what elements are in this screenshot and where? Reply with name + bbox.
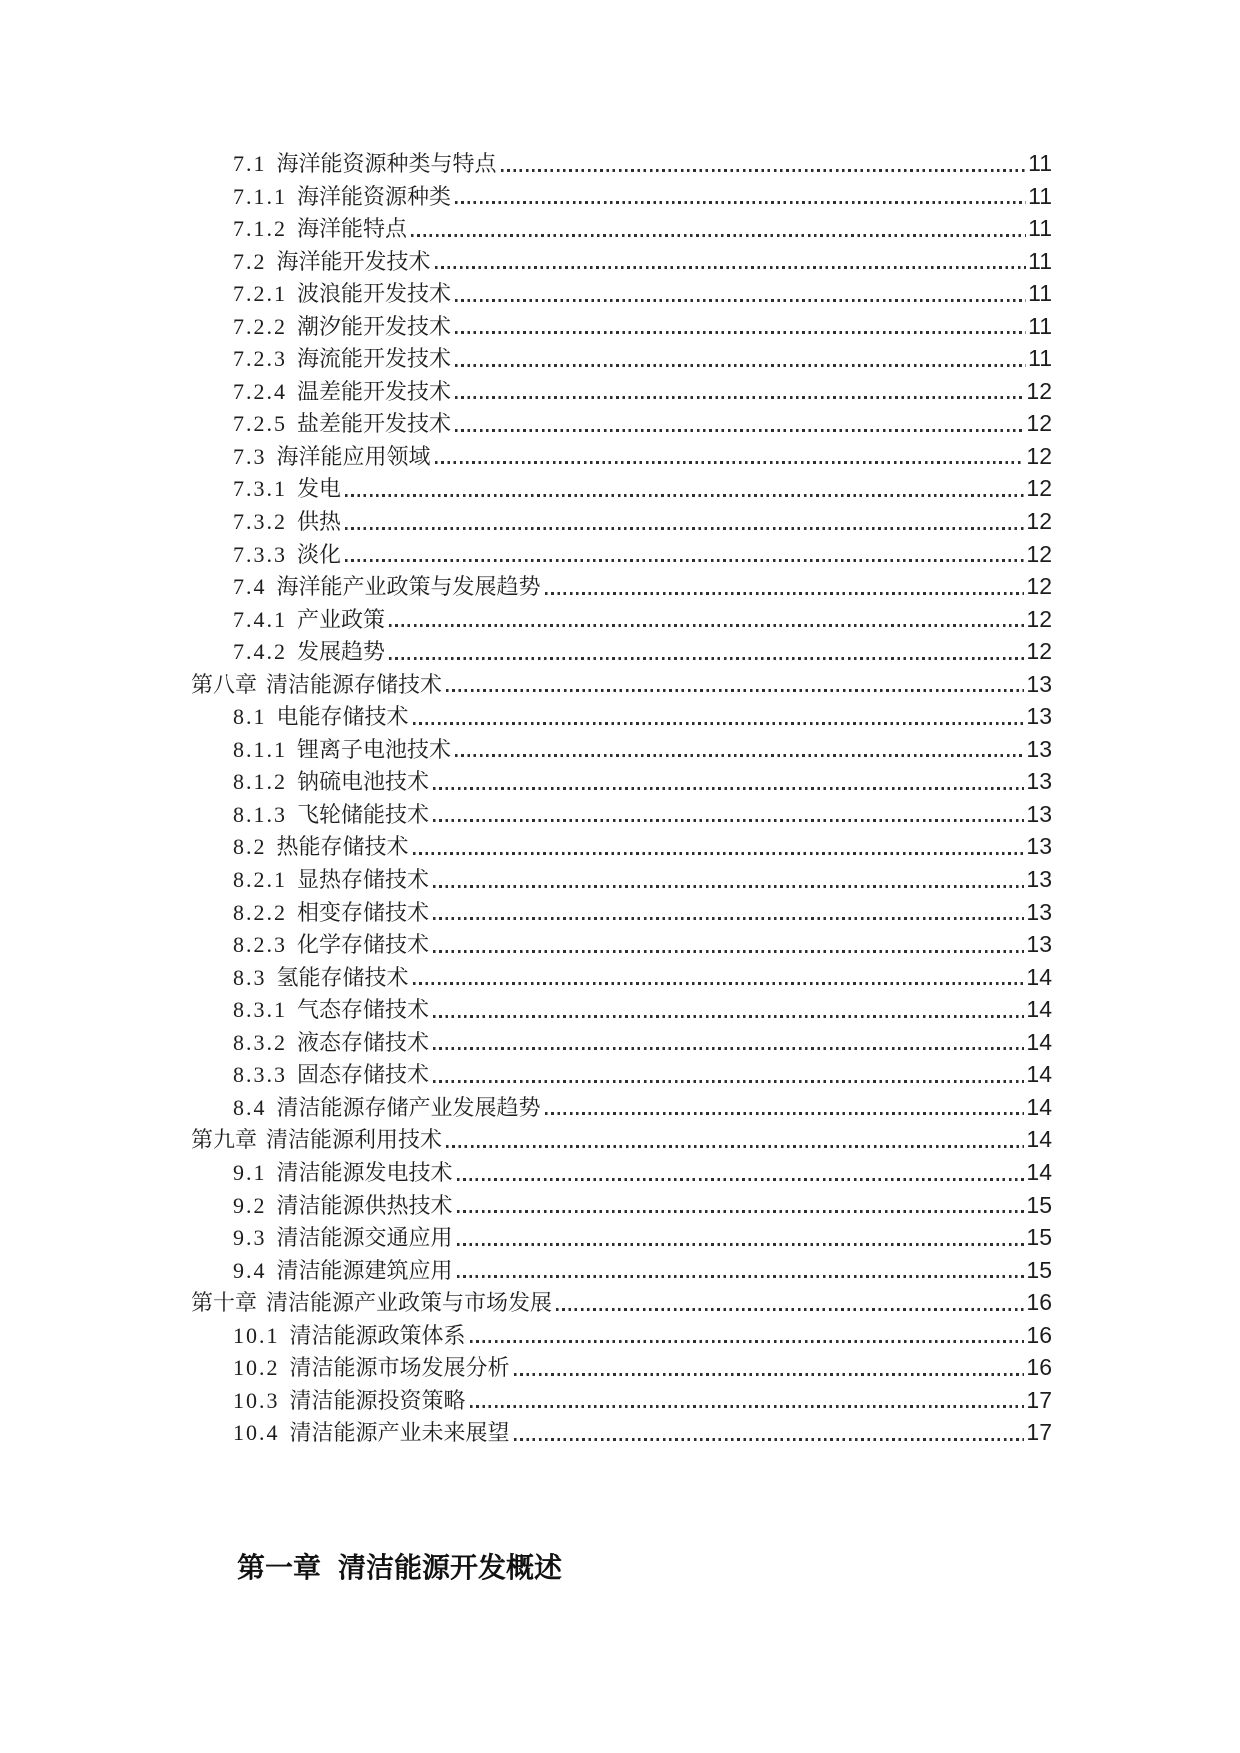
toc-entry-title: 清洁能源利用技术 bbox=[266, 1127, 443, 1153]
toc-entry-title: 飞轮储能技术 bbox=[297, 801, 430, 827]
dot-leader bbox=[455, 429, 1024, 432]
toc-entry-page-number: 16 bbox=[1026, 1321, 1052, 1348]
dot-leader bbox=[514, 1373, 1025, 1376]
toc-entry[interactable] bbox=[191, 1384, 1052, 1417]
toc-entry-page-number: 11 bbox=[1028, 150, 1052, 176]
toc-entry-page-number: 11 bbox=[1028, 247, 1052, 274]
toc-entry-page-number: 14 bbox=[1026, 1093, 1052, 1120]
toc-entry-title: 锂离子电池技术 bbox=[297, 736, 452, 762]
dot-leader bbox=[413, 982, 1025, 985]
toc-entry-page-number: 15 bbox=[1026, 1256, 1052, 1283]
chapter-heading-number: 第一章 bbox=[237, 1552, 322, 1583]
toc-entry-title: 清洁能源交通应用 bbox=[276, 1225, 453, 1251]
toc-entry[interactable] bbox=[191, 277, 1052, 310]
toc-entry[interactable] bbox=[191, 961, 1052, 994]
toc-entry-page-number: 12 bbox=[1026, 377, 1052, 404]
toc-entry-title: 清洁能源存储技术 bbox=[266, 671, 443, 697]
dot-leader bbox=[457, 1275, 1025, 1278]
toc-entry-number: 7.3.3 bbox=[233, 541, 287, 567]
toc-entry-page-number: 13 bbox=[1026, 703, 1052, 730]
toc-entry-number: 8.1 bbox=[233, 704, 267, 730]
toc-entry[interactable] bbox=[191, 1123, 1052, 1156]
toc-entry-page-number: 13 bbox=[1026, 670, 1052, 697]
toc-entry-title: 清洁能源政策体系 bbox=[289, 1322, 466, 1348]
toc-entry-title: 电能存储技术 bbox=[276, 704, 409, 730]
dot-leader bbox=[433, 950, 1024, 953]
toc-entry-page-number: 12 bbox=[1026, 410, 1052, 437]
toc-entry-title: 海洋能产业政策与发展趋势 bbox=[276, 574, 541, 600]
toc-entry-number: 第十章 bbox=[191, 1290, 258, 1316]
toc-entry-title: 波浪能开发技术 bbox=[297, 281, 452, 307]
toc-entry-page-number: 13 bbox=[1026, 735, 1052, 762]
toc-entry-number: 7.1.2 bbox=[233, 216, 287, 242]
toc-entry-title: 相变存储技术 bbox=[297, 899, 430, 925]
toc-entry[interactable] bbox=[191, 1189, 1052, 1222]
toc-entry-number: 10.4 bbox=[233, 1420, 280, 1446]
toc-entry[interactable] bbox=[191, 830, 1052, 863]
toc-entry-page-number: 14 bbox=[1026, 1126, 1052, 1153]
toc-entry[interactable] bbox=[191, 1286, 1052, 1319]
dot-leader bbox=[455, 299, 1026, 302]
toc-entry-number: 7.3.2 bbox=[233, 509, 287, 535]
toc-entry-number: 8.2.3 bbox=[233, 932, 287, 958]
dot-leader bbox=[455, 364, 1026, 367]
toc-entry-page-number: 13 bbox=[1026, 866, 1052, 893]
toc-entry-title: 海洋能特点 bbox=[297, 216, 408, 242]
toc-entry-title: 海洋能资源种类与特点 bbox=[276, 151, 497, 176]
toc-entry-title: 温差能开发技术 bbox=[297, 378, 452, 404]
toc-entry-number: 8.2.2 bbox=[233, 899, 287, 925]
toc-entry-title: 发电 bbox=[297, 476, 342, 502]
dot-leader bbox=[457, 1243, 1025, 1246]
toc-entry[interactable] bbox=[191, 765, 1052, 798]
toc-entry-page-number: 17 bbox=[1026, 1386, 1052, 1413]
dot-leader bbox=[514, 1438, 1025, 1441]
toc-entry-title: 海流能开发技术 bbox=[297, 346, 452, 372]
toc-entry[interactable] bbox=[191, 635, 1052, 668]
dot-leader bbox=[446, 1145, 1024, 1148]
toc-entry[interactable] bbox=[191, 147, 1052, 180]
dot-leader bbox=[446, 689, 1024, 692]
toc-entry-page-number: 16 bbox=[1026, 1354, 1052, 1381]
toc-entry-title: 化学存储技术 bbox=[297, 932, 430, 958]
toc-entry-number: 8.4 bbox=[233, 1094, 267, 1120]
toc-entry-page-number: 16 bbox=[1026, 1289, 1052, 1316]
toc-entry[interactable] bbox=[191, 1026, 1052, 1059]
toc-entry-number: 第八章 bbox=[191, 671, 258, 697]
dot-leader bbox=[433, 1047, 1024, 1050]
dot-leader bbox=[457, 1178, 1025, 1181]
dot-leader bbox=[545, 1112, 1025, 1115]
toc-entry-title: 气态存储技术 bbox=[297, 997, 430, 1023]
toc-entry[interactable] bbox=[191, 245, 1052, 278]
toc-entry[interactable] bbox=[191, 180, 1052, 213]
toc-entry[interactable] bbox=[191, 1058, 1052, 1091]
dot-leader bbox=[470, 1340, 1025, 1343]
toc-entry[interactable] bbox=[191, 407, 1052, 440]
toc-entry-number: 7.4.2 bbox=[233, 639, 287, 665]
toc-entry[interactable] bbox=[191, 538, 1052, 571]
toc-entry[interactable] bbox=[191, 505, 1052, 538]
toc-entry-number: 8.1.1 bbox=[233, 736, 287, 762]
toc-entry-page-number: 13 bbox=[1026, 931, 1052, 958]
toc-entry-page-number: 15 bbox=[1026, 1224, 1052, 1251]
toc-entry-number: 8.3 bbox=[233, 964, 267, 990]
toc-entry-page-number: 12 bbox=[1026, 508, 1052, 535]
toc-entry-page-number: 12 bbox=[1026, 442, 1052, 469]
dot-leader bbox=[433, 1080, 1024, 1083]
toc-entry-page-number: 11 bbox=[1028, 280, 1052, 307]
dot-leader bbox=[345, 559, 1024, 562]
toc-entry-title: 产业政策 bbox=[297, 606, 386, 632]
toc-entry[interactable] bbox=[191, 342, 1052, 375]
toc-entry-number: 7.2.5 bbox=[233, 411, 287, 437]
toc-entry[interactable] bbox=[191, 700, 1052, 733]
toc-entry-page-number: 17 bbox=[1026, 1419, 1052, 1446]
toc-entry-title: 清洁能源存储产业发展趋势 bbox=[276, 1094, 541, 1120]
toc-entry[interactable] bbox=[191, 993, 1052, 1026]
toc-entry-page-number: 14 bbox=[1026, 1061, 1052, 1088]
chapter-heading-title: 清洁能源开发概述 bbox=[338, 1552, 563, 1583]
toc-entry[interactable] bbox=[191, 668, 1052, 701]
toc-entry-title: 潮汐能开发技术 bbox=[297, 313, 452, 339]
toc-entry-number: 9.1 bbox=[233, 1159, 267, 1185]
toc-entry-page-number: 11 bbox=[1028, 215, 1052, 242]
dot-leader bbox=[413, 852, 1025, 855]
toc-entry-number: 7.2.4 bbox=[233, 378, 287, 404]
toc-entry-number: 9.4 bbox=[233, 1257, 267, 1283]
dot-leader bbox=[556, 1308, 1024, 1311]
toc-entry-page-number: 15 bbox=[1026, 1191, 1052, 1218]
toc-entry-page-number: 13 bbox=[1026, 768, 1052, 795]
dot-leader bbox=[413, 722, 1025, 725]
dot-leader bbox=[455, 331, 1026, 334]
toc-entry-title: 海洋能资源种类 bbox=[297, 183, 452, 209]
toc-entry[interactable] bbox=[191, 798, 1052, 831]
toc-entry-number: 7.3 bbox=[233, 443, 267, 469]
dot-leader bbox=[470, 1405, 1025, 1408]
toc-entry-page-number: 12 bbox=[1026, 540, 1052, 567]
toc-entry-title: 清洁能源发电技术 bbox=[276, 1159, 453, 1185]
toc-entry-number: 7.4.1 bbox=[233, 606, 287, 632]
dot-leader bbox=[433, 1015, 1024, 1018]
toc-entry-title: 供热 bbox=[297, 509, 342, 535]
toc-entry-page-number: 11 bbox=[1028, 182, 1052, 209]
toc-entry[interactable] bbox=[191, 733, 1052, 766]
toc-entry[interactable] bbox=[191, 1351, 1052, 1384]
dot-leader bbox=[389, 657, 1024, 660]
dot-leader bbox=[433, 819, 1024, 822]
dot-leader bbox=[457, 1210, 1025, 1213]
dot-leader bbox=[435, 266, 1027, 269]
toc-entry-number: 8.1.2 bbox=[233, 769, 287, 795]
toc-entry-page-number: 12 bbox=[1026, 573, 1052, 600]
toc-entry-number: 7.3.1 bbox=[233, 476, 287, 502]
toc-entry[interactable] bbox=[191, 1254, 1052, 1287]
dot-leader bbox=[435, 461, 1025, 464]
toc-entry-page-number: 14 bbox=[1026, 963, 1052, 990]
dot-leader bbox=[545, 592, 1025, 595]
toc-entry-number: 10.3 bbox=[233, 1387, 280, 1413]
toc-entry-page-number: 12 bbox=[1026, 605, 1052, 632]
toc-entry-title: 清洁能源投资策略 bbox=[289, 1387, 466, 1413]
toc-entry[interactable] bbox=[191, 1416, 1052, 1449]
dot-leader bbox=[345, 527, 1024, 530]
toc-entry-title: 海洋能应用领域 bbox=[276, 443, 431, 469]
toc-entry[interactable] bbox=[191, 570, 1052, 603]
toc-entry-number: 7.1 bbox=[233, 151, 267, 176]
dot-leader bbox=[433, 885, 1024, 888]
toc-entry-number: 8.3.2 bbox=[233, 1029, 287, 1055]
toc-entry-number: 8.3.3 bbox=[233, 1062, 287, 1088]
toc-entry-title: 液态存储技术 bbox=[297, 1029, 430, 1055]
toc-entry-title: 热能存储技术 bbox=[276, 834, 409, 860]
dot-leader bbox=[501, 169, 1027, 172]
toc-entry-title: 清洁能源供热技术 bbox=[276, 1192, 453, 1218]
toc-entry-title: 清洁能源产业政策与市场发展 bbox=[266, 1290, 553, 1316]
toc-entry-number: 7.1.1 bbox=[233, 183, 287, 209]
table-of-contents bbox=[191, 147, 1052, 1449]
toc-entry-number: 9.2 bbox=[233, 1192, 267, 1218]
toc-entry[interactable] bbox=[191, 1319, 1052, 1352]
chapter-heading bbox=[237, 1549, 562, 1587]
toc-entry[interactable] bbox=[191, 1156, 1052, 1189]
toc-entry[interactable] bbox=[191, 375, 1052, 408]
toc-entry-number: 9.3 bbox=[233, 1225, 267, 1251]
dot-leader bbox=[433, 917, 1024, 920]
dot-leader bbox=[345, 494, 1024, 497]
toc-entry-page-number: 14 bbox=[1026, 996, 1052, 1023]
toc-entry-page-number: 13 bbox=[1026, 800, 1052, 827]
toc-entry-page-number: 11 bbox=[1028, 312, 1052, 339]
toc-entry-number: 8.2 bbox=[233, 834, 267, 860]
dot-leader bbox=[411, 234, 1026, 237]
toc-entry[interactable] bbox=[191, 863, 1052, 896]
toc-entry-title: 发展趋势 bbox=[297, 639, 386, 665]
toc-entry-number: 7.2.1 bbox=[233, 281, 287, 307]
toc-entry-title: 清洁能源建筑应用 bbox=[276, 1257, 453, 1283]
toc-entry[interactable] bbox=[191, 603, 1052, 636]
dot-leader bbox=[389, 624, 1024, 627]
toc-entry-title: 淡化 bbox=[297, 541, 342, 567]
toc-entry-number: 7.2.2 bbox=[233, 313, 287, 339]
dot-leader bbox=[433, 787, 1024, 790]
toc-entry-number: 10.2 bbox=[233, 1355, 280, 1381]
toc-entry-title: 清洁能源市场发展分析 bbox=[289, 1355, 510, 1381]
toc-entry-number: 7.2.3 bbox=[233, 346, 287, 372]
toc-entry-page-number: 12 bbox=[1026, 475, 1052, 502]
toc-entry-page-number: 11 bbox=[1028, 345, 1052, 372]
toc-entry[interactable] bbox=[191, 212, 1052, 245]
dot-leader bbox=[455, 201, 1026, 204]
toc-entry[interactable] bbox=[191, 896, 1052, 929]
toc-entry-page-number: 13 bbox=[1026, 833, 1052, 860]
toc-entry-title: 氢能存储技术 bbox=[276, 964, 409, 990]
toc-entry[interactable] bbox=[191, 928, 1052, 961]
dot-leader bbox=[455, 754, 1024, 757]
dot-leader bbox=[455, 396, 1024, 399]
toc-entry-number: 第九章 bbox=[191, 1127, 258, 1153]
toc-entry-number: 8.2.1 bbox=[233, 867, 287, 893]
toc-entry-number: 8.3.1 bbox=[233, 997, 287, 1023]
toc-entry-title: 盐差能开发技术 bbox=[297, 411, 452, 437]
toc-entry[interactable] bbox=[191, 472, 1052, 505]
toc-entry-title: 钠硫电池技术 bbox=[297, 769, 430, 795]
toc-entry[interactable] bbox=[191, 1221, 1052, 1254]
toc-entry-page-number: 12 bbox=[1026, 638, 1052, 665]
toc-entry[interactable] bbox=[191, 1091, 1052, 1124]
toc-entry-title: 显热存储技术 bbox=[297, 867, 430, 893]
toc-entry-number: 7.4 bbox=[233, 574, 267, 600]
toc-entry-number: 7.2 bbox=[233, 248, 267, 274]
toc-entry-title: 海洋能开发技术 bbox=[276, 248, 431, 274]
toc-entry-title: 固态存储技术 bbox=[297, 1062, 430, 1088]
toc-entry[interactable] bbox=[191, 310, 1052, 343]
toc-entry-number: 10.1 bbox=[233, 1322, 280, 1348]
toc-entry-page-number: 14 bbox=[1026, 1158, 1052, 1185]
toc-entry-title: 清洁能源产业未来展望 bbox=[289, 1420, 510, 1446]
toc-entry-number: 8.1.3 bbox=[233, 801, 287, 827]
toc-entry[interactable] bbox=[191, 440, 1052, 473]
toc-entry-page-number: 14 bbox=[1026, 1028, 1052, 1055]
toc-entry-page-number: 13 bbox=[1026, 898, 1052, 925]
